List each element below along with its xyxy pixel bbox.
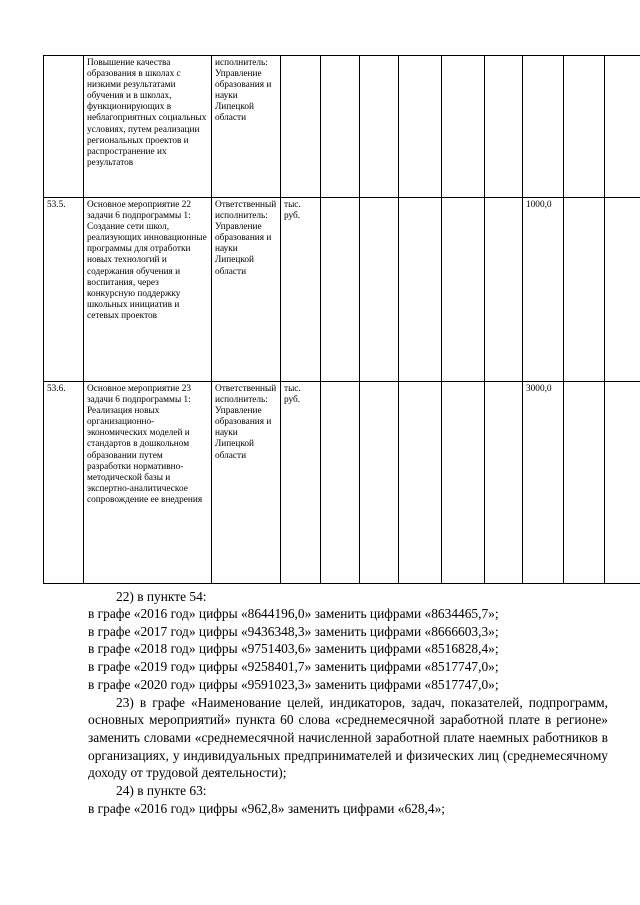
value-cell [485,198,523,382]
value-cell [605,56,640,198]
value-cell [485,382,523,584]
row-responsible: исполнитель: Управление образования и науки Липецкой области [212,56,281,198]
value-cell [605,382,640,584]
row-number: 53.5. [44,198,84,382]
row-unit: тыс. руб. [281,382,321,584]
value-cell [399,382,442,584]
paragraph-24-title: 24) в пункте 63: [116,783,207,799]
value-cell [605,198,640,382]
paragraph-22-title: 22) в пункте 54: [116,589,207,604]
amendment-text [88,588,603,606]
table-row [44,382,640,584]
row-name: Повышение качества образования в школах с низкими результатами обучения и в школах, функционирующих в неблагоприятных социальных условиях, путем реализации региональных проектов и распространение их результатов [84,56,212,198]
paragraph-23: 23) в графе «Наименование целей, индикаторов, задач, показателей, подпрограмм, основных мероприятий» пункта 60 слова «среднемесячной заработной плате в регионе» заменить словами «среднемесячной начисленной заработной плате наемных работников в организациях, у индивидуальных предпринимателей и физических лиц (среднемесячному доходу от трудовой деятельности); [88,694,608,781]
row-number: 53.6. [44,382,84,584]
value-cell [360,198,399,382]
value-cell [564,198,605,382]
value-cell [442,382,485,584]
paragraph-line: в графе «2016 год» цифры «8644196,0» заменить цифрами «8634465,7»; [88,606,499,621]
value-cell [564,56,605,198]
table-row [44,198,640,382]
paragraph-line: в графе «2016 год» цифры «962,8» заменить цифрами «628,4»; [88,800,445,816]
row-name: Основное мероприятие 23 задачи 6 подпрограммы 1: Реализация новых организационно-экономических моделей и стандартов в дошкольном образовании путем разработки нормативно-методической базы и экспертно-аналитическое сопровождение ее внедрения [84,382,212,584]
table-row [44,56,640,198]
value-cell [442,198,485,382]
paragraph-22-body [88,605,608,817]
paragraph-line: в графе «2017 год» цифры «9436348,3» заменить цифрами «8666603,3»; [88,623,499,639]
value-cell [442,56,485,198]
row-name: Основное мероприятие 22 задачи 6 подпрограммы 1: Создание сети школ, реализующих инновационные программы для отработки новых технологий и содержания обучения и воспитания, через конкурсную поддержку школьных инициатив и сетевых проектов [84,198,212,382]
row-unit [281,56,321,198]
value-cell [399,56,442,198]
value-cell: 1000,0 [523,198,564,382]
program-table [43,55,640,584]
paragraph-line: в графе «2019 год» цифры «9258401,7» заменить цифрами «8517747,0»; [88,659,499,675]
paragraph-line: в графе «2018 год» цифры «9751403,6» заменить цифрами «8516828,4»; [88,641,499,657]
paragraph-line: в графе «2020 год» цифры «9591023,3» заменить цифрами «8517747,0»; [88,676,499,692]
value-cell [523,56,564,198]
value-cell [321,56,360,198]
value-cell [321,198,360,382]
row-unit: тыс. руб. [281,198,321,382]
value-cell [321,382,360,584]
value-cell: 3000,0 [523,382,564,584]
value-cell [360,382,399,584]
row-responsible: Ответственный исполнитель: Управление образования и науки Липецкой области [212,198,281,382]
row-responsible: Ответственный исполнитель: Управление образования и науки Липецкой области [212,382,281,584]
row-number [44,56,84,198]
value-cell [360,56,399,198]
value-cell [564,382,605,584]
value-cell [485,56,523,198]
value-cell [399,198,442,382]
